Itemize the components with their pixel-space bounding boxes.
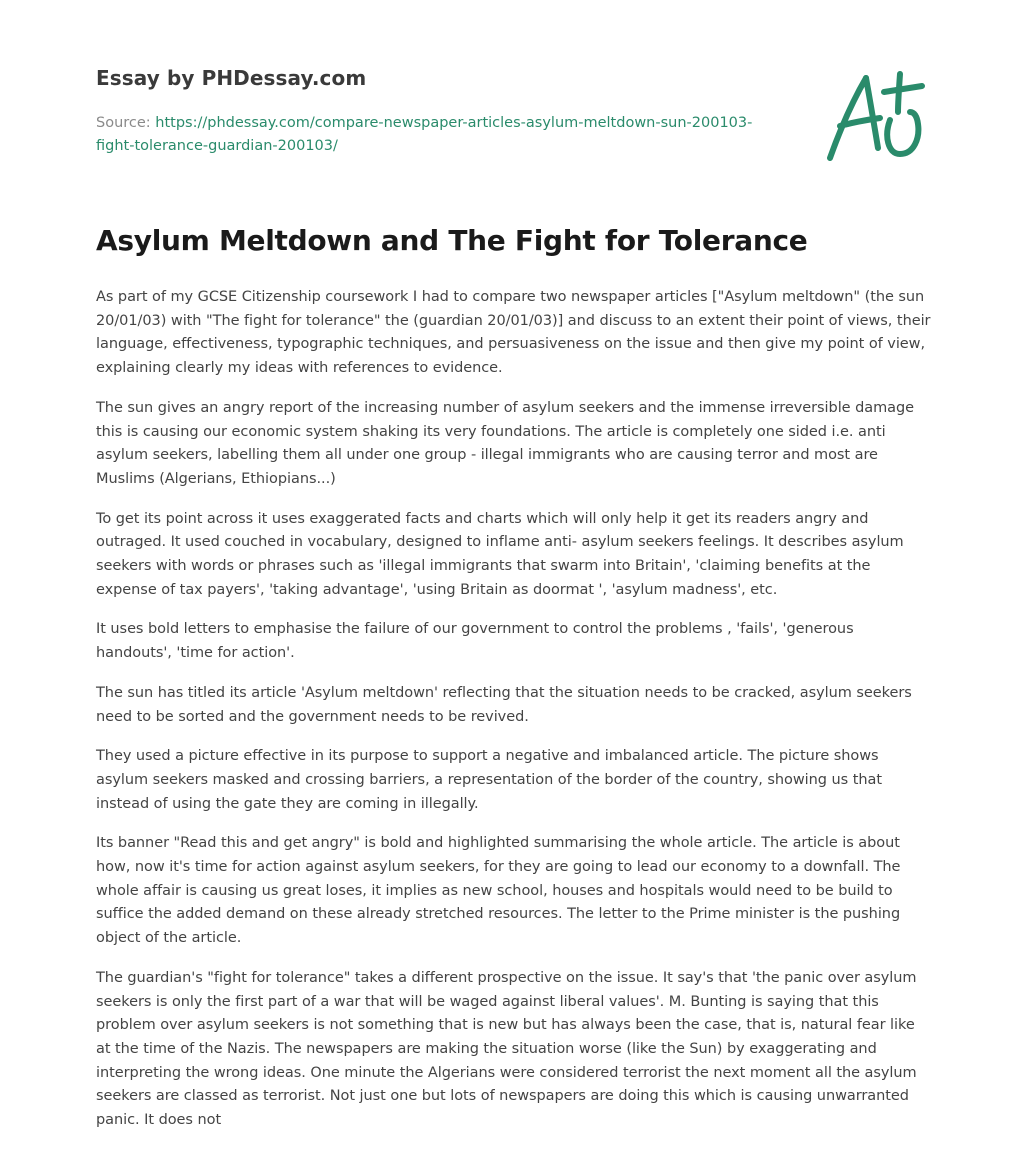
a-plus-grade-icon <box>826 68 926 164</box>
paragraph: It uses bold letters to emphasise the failure of our government to control the problems , 'fails', 'generous handouts', 'time for action'. <box>96 621 854 662</box>
paragraph: Its banner "Read this and get angry" is bold and highlighted summarising the whole article. The article is about how, now it's time for action against asylum seekers, for they are going to lead our economy to a downfall. The whole affair is causing us great loses, it implies as new school, houses and hospitals would need to be build to suffice the added demand on these already stretched resources. The letter to the Prime minister is the pushing object of the article. <box>96 835 901 947</box>
paragraph: As part of my GCSE Citizenship coursework I had to compare two newspaper articles ["Asylum meltdown" (the sun 20/01/03) with "The fight for tolerance" the (guardian 20/01/03)] and discuss to an extent their point of views, their language, effectiveness, typographic techniques, and persuasiveness on the issue and then give my point of view, explaining clearly my ideas with references to evidence. <box>96 289 931 377</box>
paragraph: The sun gives an angry report of the increasing number of asylum seekers and the immense irreversible damage this is causing our economic system shaking its very foundations. The article is completely one sided i.e. anti asylum seekers, labelling them all under one group - illegal immigrants who are causing terror and most are Muslims (Algerians, Ethiopians...) <box>96 399 915 487</box>
article-title: Asylum Meltdown and The Fight for Tolerance <box>96 224 808 257</box>
paragraph: The guardian's "fight for tolerance" takes a different prospective on the issue. It say's that 'the panic over asylum seekers is only the first part of a war that will be waged against liberal values'. M. Bunting is saying that this problem over asylum seekers is not something that is new but has always been the case, that is, natural fear like at the time of the Nazis. The newspapers are making the situation worse (like the Sun) by exaggerating and interpreting the wrong ideas. One minute the Algerians were considered terrorist the next moment all the asylum seekers are classed as terrorist. Not just one but lots of newspapers are doing this which is causing unwarranted panic. It does not <box>96 969 917 1129</box>
source-label: Source: <box>96 115 156 131</box>
paragraph: To get its point across it uses exaggerated facts and charts which will only help it get its readers angry and outraged. It used couched in vocabulary, designed to inflame anti- asylum seekers feelings. It describes asylum seekers with words or phrases such as 'illegal immigrants that swarm into Britain', 'claiming benefits at the expense of tax payers', 'taking advantage', 'using Britain as doormat ', 'asylum madness', etc. <box>96 510 904 598</box>
source-line <box>96 112 756 158</box>
paragraph: They used a picture effective in its purpose to support a negative and imbalanced article. The picture shows asylum seekers masked and crossing barriers, a representation of the border of the country, showing us that instead of using the gate they are coming in illegally. <box>96 748 882 812</box>
paragraph: The sun has titled its article 'Asylum meltdown' reflecting that the situation needs to be cracked, asylum seekers need to be sorted and the government needs to be revived. <box>96 684 912 725</box>
brand-title: Essay by PHDessay.com <box>96 66 367 90</box>
source-link[interactable]: https://phdessay.com/compare-newspaper-articles-asylum-meltdown-sun-200103-fight-tolerance-guardian-200103/ <box>96 115 753 154</box>
article-body <box>96 286 932 1149</box>
